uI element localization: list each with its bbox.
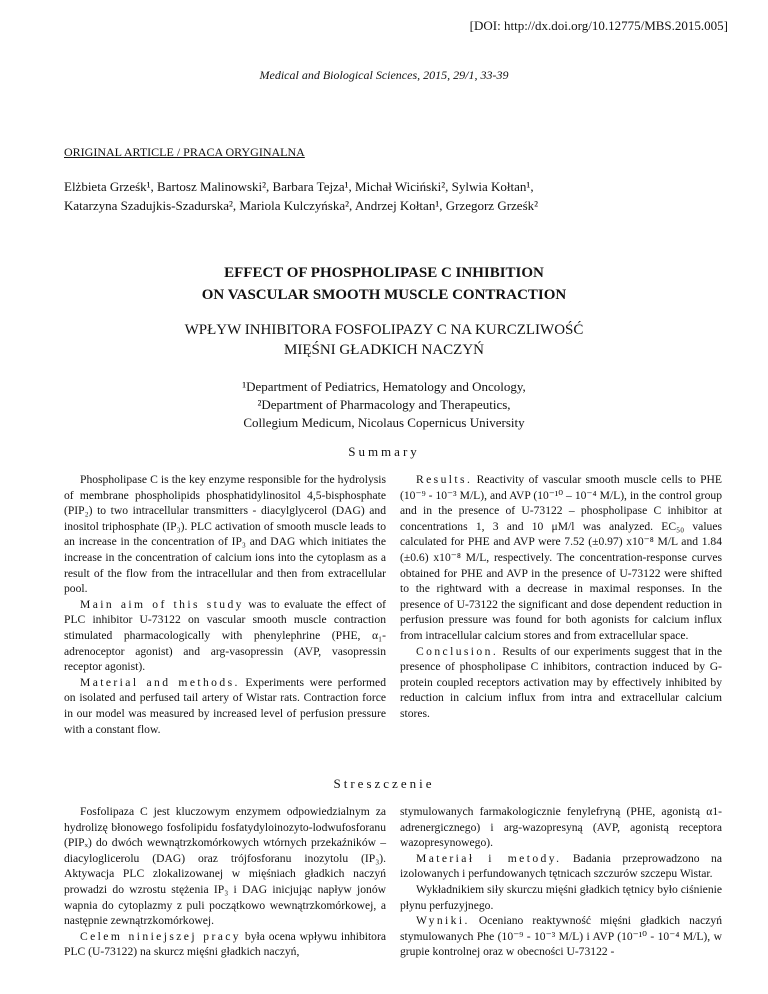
aim-lead: Main aim of this study <box>80 597 244 611</box>
summary-methods-paragraph <box>64 675 386 737</box>
author-list <box>64 177 724 215</box>
author-line-1: Elżbieta Grześk¹, Bartosz Malinowski², Barbara Tejza¹, Michał Wiciński², Sylwia Kołtan¹, <box>64 179 534 194</box>
author-line-2: Katarzyna Szadujkis-Szadurska², Mariola Kulczyńska², Andrzej Kołtan¹, Grzegorz Grześk² <box>64 198 539 213</box>
streszczenie-measure-paragraph: Wykładnikiem siły skurczu mięśni gładkich tętnicy było ciśnienie płynu perfuzyjnego. <box>400 882 722 912</box>
streszczenie-results-paragraph <box>400 913 722 960</box>
results-lead: Results. <box>416 473 473 486</box>
summary-right-column <box>400 472 722 722</box>
methods-lead: Material and methods. <box>80 675 240 689</box>
cel-lead: Celem niniejszej pracy <box>80 929 242 943</box>
wyniki-text: Oceniano reaktywność mięśni gładkich naczyń stymulowanych Phe (10⁻⁹ - 10⁻³ M/L) i AVP (10⁻¹⁰ - 10⁻⁴ M/L), w grupie kontrolnej oraz w obecności U-73122 - <box>400 914 722 959</box>
streszczenie-intro-paragraph: Fosfolipaza C jest kluczowym enzymem odpowiedzialnym za hydrolizę błonowego fosfolipidu fosfatydyloinozyto-lodwufosforanu (PIPₓ) do dwóch wewnątrzkomórkowych wtórnych przekaźników – diacyloglicerolu (DAG) oraz trójfosforanu inozytolu (IP₃). Aktywacja PLC zlokalizowanej w mięśniach gładkich naczyń prowadzi do wzrostu stężenia IP₃ i DAG inicjując napływ jonów wapnia do cytoplazmy z puli początkowo wewnątrzkomórkowej, a następnie zewnątrzkomórkowej. <box>64 805 386 928</box>
conclusion-lead: Conclusion. <box>416 644 499 658</box>
title-en-line-2: ON VASCULAR SMOOTH MUSCLE CONTRACTION <box>201 287 567 303</box>
summary-intro-paragraph: Phospholipase C is the key enzyme responsible for the hydrolysis of membrane phospholipids phosphatidylinositol 4,5-bisphosphate (PIP₂) to two intracellular transmitters - diacylglycerol (DAG) and inositol triphosphate (IP₃). PLC activation of smooth muscle leads to an increase in the concentration of IP₃ and DAG which initiates the increase in the concentration of calcium ions into the cytoplasm as a result of the flow from the intracellular and then from extracellular pool. <box>64 473 386 596</box>
streszczenie-heading: Streszczenie <box>333 776 435 791</box>
wyniki-lead: Wyniki. <box>416 914 470 928</box>
summary-left-column <box>64 472 386 737</box>
summary-conclusion-paragraph <box>400 644 722 722</box>
aim-text: was to evaluate the effect of PLC inhibitor U-73122 on vascular smooth muscle contraction stimulated pharmacologically with phenylephrine (PHE, α₁-adrenoceptor agonist) and arg-vasopressin (AVP, vasopressin receptor agonist). <box>64 597 386 674</box>
summary-heading: Summary <box>348 444 420 459</box>
streszczenie-left-column <box>64 804 386 960</box>
title-pl-line-1: WPŁYW INHIBITORA FOSFOLIPAZY C NA KURCZLIWOŚĆ <box>184 322 584 338</box>
conclusion-text: Results of our experiments suggest that in the presence of phospholipase C inhibitors, contraction induced by G-protein coupled receptors activation may by effectively inhibited by reduction in calcium influx from intra and extracellular calcium stores. <box>400 644 722 720</box>
results-text: Reactivity of vascular smooth muscle cells to PHE (10⁻⁹ - 10⁻³ M/L), and AVP (10⁻¹⁰ – 10⁻⁴ M/L), in the control group and in the presence of U-73122 – phospholipase C inhibitor at concentrations 1, 3 and 10 μM/l was analyzed. EC₅₀ values calculated for PHE and AVP were 7.52 (±0.97) x10⁻⁸ M/L and 1.84 (±0.6) x10⁻⁸ M/L, respectively. The concentration-response curves obtained for PHE and AVP in the presence of U-73122 were shifted to the rightward with a decrease in maximal responses. In the presence of U-73122 the significant and dose dependent reduction in perfusion pressure was found for both agonists for calcium influx from intracellular calcium stores and from extracellular space. <box>400 473 722 642</box>
streszczenie-aim-paragraph <box>64 929 386 960</box>
streszczenie-methods-paragraph <box>400 851 722 882</box>
article-type: ORIGINAL ARTICLE / PRACA ORYGINALNA <box>64 145 305 159</box>
title-en-line-1: EFFECT OF PHOSPHOLIPASE C INHIBITION <box>224 265 544 281</box>
streszczenie-right-column <box>400 804 722 960</box>
affiliation-1: ¹Department of Pediatrics, Hematology and Oncology, <box>242 379 526 394</box>
doi-link[interactable]: [DOI: http://dx.doi.org/10.12775/MBS.2015.005] <box>469 18 728 33</box>
title-polish <box>0 320 768 360</box>
summary-aim-paragraph <box>64 597 386 675</box>
affiliation-3: Collegium Medicum, Nicolaus Copernicus University <box>243 415 525 430</box>
title-pl-line-2: MIĘŚNI GŁADKICH NACZYŃ <box>284 342 484 358</box>
journal-citation: Medical and Biological Sciences, 2015, 29/1, 33-39 <box>259 68 509 82</box>
streszczenie-continuation: stymulowanych farmakologicznie fenylefryną (PHE, agonistą α1-adrenergicznego) i arg-wazopresyną (AVP, agonistą receptora wazopresynowego). <box>400 805 722 850</box>
cel-text: była ocena wpływu inhibitora PLC (U-73122) na skurcz mięśni gładkich naczyń, <box>64 929 386 959</box>
methods-text: Experiments were performed on isolated and perfused tail artery of Wistar rats. Contraction force in our model was measured by increased level of perfusion pressure with a constant flow. <box>64 675 386 736</box>
metody-text: Badania przeprowadzono na izolowanych i perfundowanych tętnicach szczurów szczepu Wistar. <box>400 851 722 881</box>
metody-lead: Materiał i metody. <box>416 851 562 865</box>
affiliation-2: ²Department of Pharmacology and Therapeutics, <box>257 397 511 412</box>
title-english <box>0 262 768 306</box>
affiliations <box>0 378 768 432</box>
summary-results-paragraph <box>400 472 722 644</box>
